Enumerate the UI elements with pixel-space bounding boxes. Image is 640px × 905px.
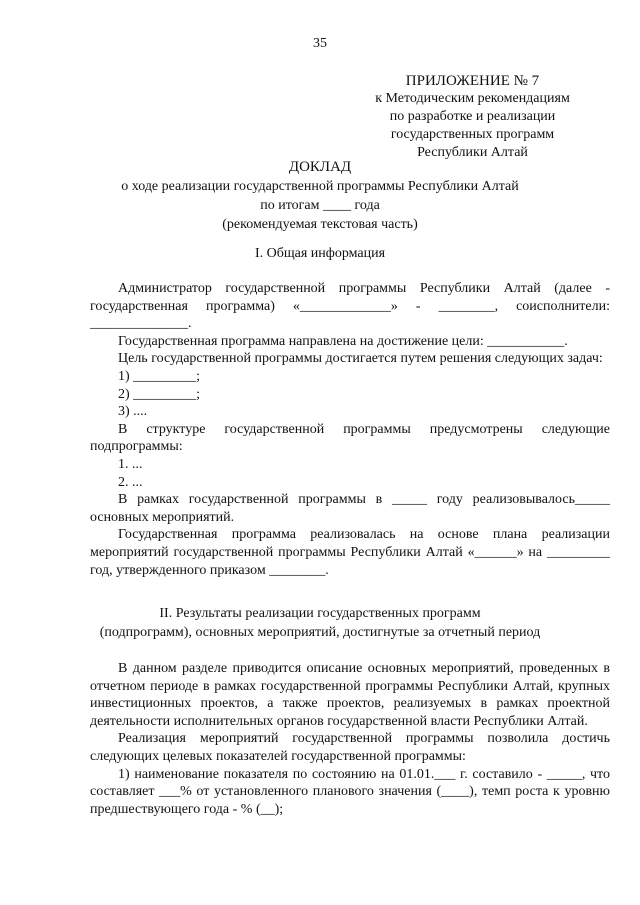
report-subtitle: о ходе реализации государственной программы Республики Алтай [121, 179, 519, 194]
report-note: (рекомендуемая текстовая часть) [222, 217, 418, 232]
task-item: 1) _________; [118, 368, 201, 384]
section1-body [90, 280, 610, 579]
section2-body [90, 660, 610, 818]
subprogram-item: 1. ... [118, 456, 143, 472]
appendix-block [340, 72, 605, 162]
page-number: 35 [313, 36, 327, 51]
section2-heading [60, 604, 580, 642]
task-item: 3) .... [118, 404, 148, 420]
task-item: 2) _________; [118, 386, 201, 402]
paragraph-description: В данном разделе приводится описание основных мероприятий, проведенных в отчетном периоде в рамках государственной программы Республики Алтай, крупных инвестиционных проектов, а также проектов, реализуемых в рамках проектной деятельности исполнительных органов государственной власти Республики Алтай. [90, 661, 610, 729]
subprogram-item: 2. ... [118, 474, 143, 490]
paragraph-plan: Государственная программа реализовалась на основе плана реализации мероприятий государственной программы Республики Алтай «______» на _________ год, утвержденного приказом ________. [90, 527, 610, 578]
appendix-line: государственных программ [390, 127, 555, 142]
paragraph-goal: Государственная программа направлена на достижение цели: ___________. [118, 333, 568, 349]
section1-heading: I. Общая информация [254, 246, 386, 261]
paragraph-indicators-intro: Реализация мероприятий государственной программы позволила достичь следующих целевых показателей государственной программы: [90, 731, 610, 764]
appendix-line: по разработке и реализации [389, 109, 556, 124]
paragraph-subprograms-intro: В структуре государственной программы предусмотрены следующие подпрограммы: [90, 421, 610, 455]
section2-heading-line1: II. Результаты реализации государственных программ [159, 606, 481, 621]
paragraph-measures: В рамках государственной программы в _____ году реализовывалось_____ основных мероприятий. [90, 492, 610, 525]
appendix-line: Республики Алтай [417, 145, 528, 160]
report-period: по итогам ____ года [260, 198, 380, 213]
appendix-line: к Методическим рекомендациям [375, 91, 570, 106]
paragraph-administrator: Администратор государственной программы Республики Алтай (далее - государственная программа) «_____________» - ________, соисполнители: ______________. [90, 281, 610, 332]
appendix-title: ПРИЛОЖЕНИЕ № 7 [405, 73, 540, 89]
report-title: ДОКЛАД [288, 159, 352, 175]
paragraph-indicator-1: 1) наименование показателя по состоянию на 01.01.___ г. составило - _____, что составляет ___% от установленного планового значения (____), темп роста к уровню предшествующего года - % (__); [90, 766, 610, 817]
paragraph-tasks-intro: Цель государственной программы достигается путем решения следующих задач: [118, 351, 603, 367]
report-header [60, 158, 580, 234]
section2-heading-line2: (подпрограмм), основных мероприятий, достигнутые за отчетный период [99, 625, 541, 640]
